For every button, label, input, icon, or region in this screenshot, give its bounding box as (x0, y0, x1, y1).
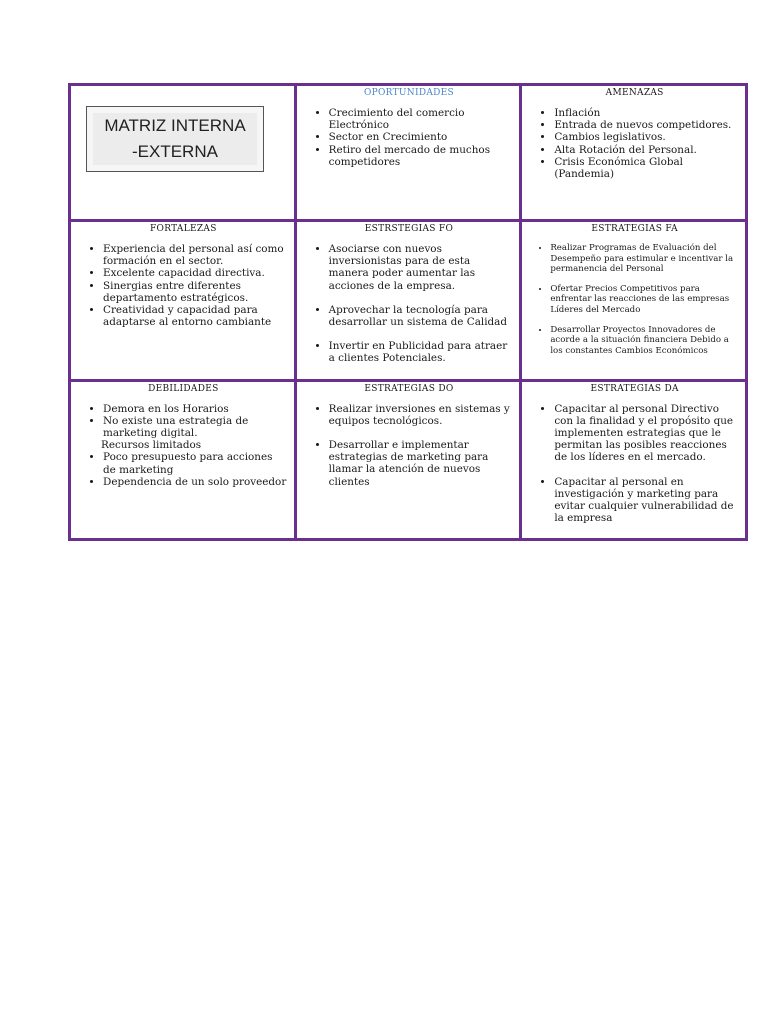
matrix-title: MATRIZ INTERNA -EXTERNA (104, 116, 246, 161)
estrategias-fo-heading: ESTRSTEGIAS FO (364, 224, 454, 234)
list-item: Recursos limitados (101, 439, 202, 452)
list-item: • Desarrollar Proyectos Innovadores de acorde a la situación financiera Debido a los constantes Cambios Económicos (550, 325, 739, 357)
matrix-row-bottom (70, 380, 747, 540)
list-item: • Cambios legislativos. (554, 131, 739, 143)
list-item: • Realizar Programas de Evaluación del Desempeño para estimular e incentivar la permanencia del Personal (550, 243, 739, 275)
list-item: • Invertir en Publicidad para atraer a clientes Potenciales. (329, 340, 514, 364)
fortalezas-cell (70, 221, 296, 381)
list-item: • Crecimiento del comercio Electrónico (329, 107, 514, 131)
list-item: • Creatividad y capacidad para adaptarse al entorno cambiante (103, 304, 288, 328)
estrategias-da-heading: ESTRATEGIAS DA (590, 383, 679, 394)
list-item: • Inflación (554, 107, 739, 119)
matrix-row-top (70, 85, 747, 221)
estrategias-da-cell (521, 380, 747, 540)
oportunidades-cell (295, 85, 521, 221)
list-item: • Realizar inversiones en sistemas y equipos tecnológicos. (329, 403, 514, 427)
estrategias-fa-cell (521, 221, 747, 381)
title-box (86, 106, 264, 172)
matrix-row-middle (70, 221, 747, 381)
list-item: • No existe una estrategia de marketing digital. (103, 415, 288, 439)
list-item: • Retiro del mercado de muchos competidores (329, 144, 514, 168)
list-item: • Dependencia de un solo proveedor (103, 476, 288, 488)
estrategias-fo-list (305, 243, 514, 365)
list-item: • Capacitar al personal Directivo con la finalidad y el propósito que implementen estrategias que le permitan las posibles reacciones de los líderes en el mercado. (554, 403, 739, 464)
list-item: • Ofertar Precios Competitivos para enfrentar las reacciones de las empresas Líderes del Mercado (550, 284, 739, 316)
title-cell (70, 85, 296, 221)
estrategias-do-heading: ESTRATEGIAS DO (364, 383, 454, 394)
estrategias-fa-heading: ESTRATEGIAS FA (591, 224, 678, 234)
oportunidades-list (305, 107, 514, 168)
list-item: • Capacitar al personal en investigación y marketing para evitar cualquier vulnerabilidad de la empresa (554, 476, 739, 525)
oportunidades-heading: OPORTUNIDADES (363, 88, 454, 98)
estrategias-da-list (530, 403, 739, 525)
list-item: • Asociarse con nuevos inversionistas para de esta manera poder aumentar las acciones de la empresa. (329, 243, 514, 292)
amenazas-list (530, 107, 739, 180)
swot-matrix (68, 83, 748, 541)
list-item: • Desarrollar e implementar estrategias de marketing para llamar la atención de nuevos clientes (329, 439, 514, 488)
estrategias-do-cell (295, 380, 521, 540)
list-item: • Entrada de nuevos competidores. (554, 119, 739, 131)
list-item: • Crisis Económica Global (Pandemia) (554, 156, 739, 180)
list-item: • Alta Rotación del Personal. (554, 144, 739, 156)
list-item: • Experiencia del personal así como formación en el sector. (103, 243, 288, 267)
estrategias-fa-list (530, 243, 739, 356)
fortalezas-list (79, 243, 288, 328)
list-item: • Sector en Crecimiento (329, 131, 514, 143)
list-item: • Excelente capacidad directiva. (103, 267, 288, 279)
list-item: • Poco presupuesto para acciones de marketing (103, 451, 288, 475)
amenazas-heading: AMENAZAS (605, 88, 664, 98)
list-item: • Demora en los Horarios (103, 403, 288, 415)
amenazas-cell (521, 85, 747, 221)
debilidades-heading: DEBILIDADES (148, 383, 219, 394)
debilidades-cell (70, 380, 296, 540)
list-item: • Aprovechar la tecnología para desarrollar un sistema de Calidad (329, 304, 514, 328)
estrategias-fo-cell (295, 221, 521, 381)
estrategias-do-list (305, 403, 514, 488)
debilidades-list (79, 403, 288, 488)
fortalezas-heading: FORTALEZAS (149, 224, 217, 234)
list-item: • Sinergias entre diferentes departamento estratégicos. (103, 280, 288, 304)
